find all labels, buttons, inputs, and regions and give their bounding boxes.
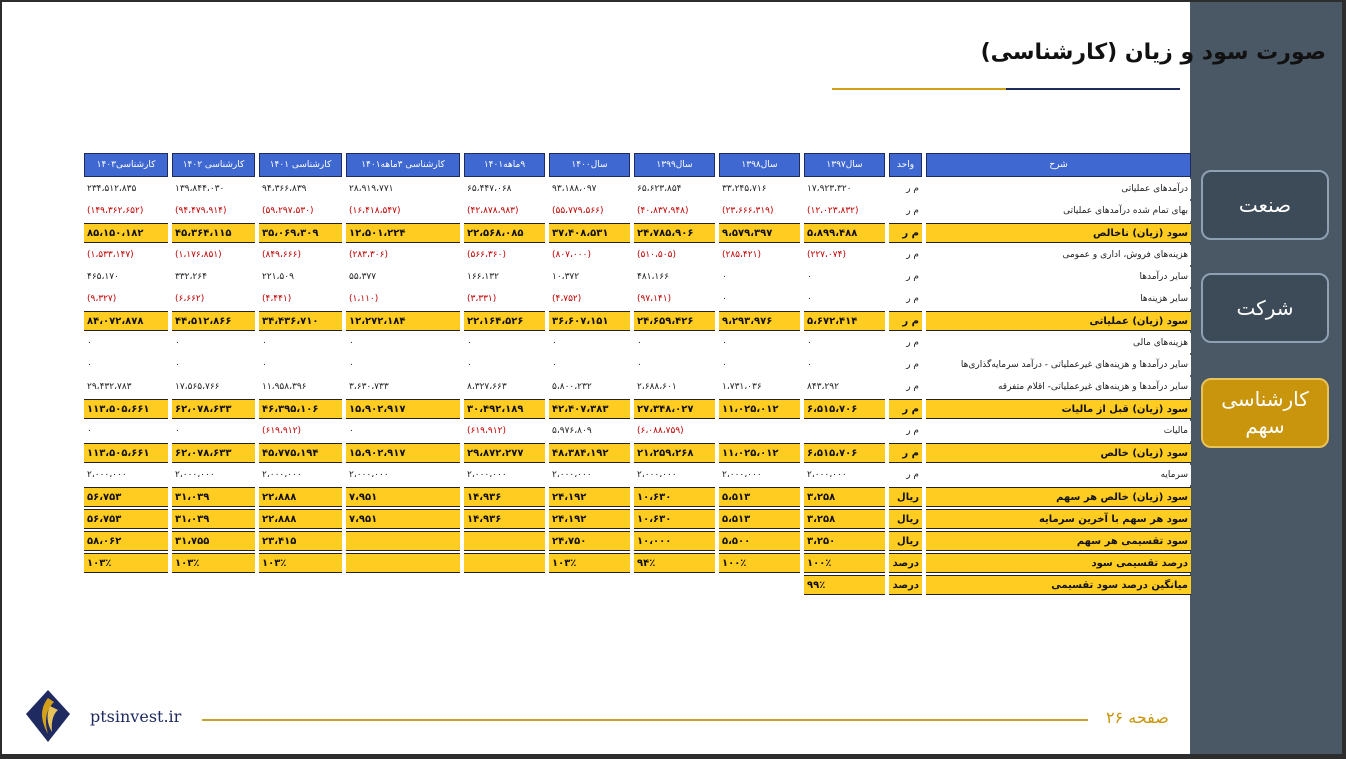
row-description: سود (زیان) ناخالص <box>926 223 1191 243</box>
table-cell: ۰ <box>719 355 800 375</box>
table-cell: ۲۲،۵۶۸،۰۸۵ <box>464 223 545 243</box>
table-cell <box>346 531 460 551</box>
table-cell: (۲۸۵،۴۲۱) <box>719 245 800 265</box>
table-cell: ۰ <box>549 355 630 375</box>
table-cell: (۶۱۹،۹۱۲) <box>259 421 342 441</box>
table-cell: ۲۲،۸۸۸ <box>259 509 342 529</box>
blank-cell <box>719 575 800 595</box>
table-cell: ۲۸،۹۱۹،۷۷۱ <box>346 179 460 199</box>
table-cell: (۹،۳۲۷) <box>84 289 168 309</box>
row-description: سود هر سهم با آخرین سرمایه <box>926 509 1191 529</box>
table-cell: (۴،۷۵۲) <box>549 289 630 309</box>
table-cell: (۱۶،۴۱۸،۵۴۷) <box>346 201 460 221</box>
table-cell: ۴۴،۵۱۲،۸۶۶ <box>172 311 255 331</box>
table-cell: ۱۵،۹۰۲،۹۱۷ <box>346 443 460 463</box>
table-row <box>84 201 1191 221</box>
footer-website[interactable]: ptsinvest.ir <box>90 707 182 726</box>
table-cell: ۱۲،۵۰۱،۲۲۴ <box>346 223 460 243</box>
table-cell: ۵،۸۹۹،۴۸۸ <box>804 223 885 243</box>
table-cell: (۸۴۹،۶۶۶) <box>259 245 342 265</box>
sidebar <box>1190 2 1342 754</box>
table-cell: (۵۵،۷۷۹،۵۶۶) <box>549 201 630 221</box>
footer-divider <box>202 719 1088 721</box>
column-header: کارشناسی۱۴۰۳ <box>84 153 168 177</box>
row-description: سود (زیان) خالص <box>926 443 1191 463</box>
table-cell: ۲۲،۸۸۸ <box>259 487 342 507</box>
table-cell: ۸،۳۲۷،۶۶۳ <box>464 377 545 397</box>
table-cell: ۹،۲۹۳،۹۷۶ <box>719 311 800 331</box>
row-unit: م ر <box>889 311 922 331</box>
column-header: کارشناسی ۱۴۰۱ <box>259 153 342 177</box>
table-row <box>84 465 1191 485</box>
table-cell: ۲۹،۸۷۲،۲۷۷ <box>464 443 545 463</box>
table-cell: ۰ <box>84 333 168 353</box>
blank-cell <box>346 575 460 595</box>
table-row <box>84 553 1191 573</box>
table-cell: ۲۱،۲۵۹،۲۶۸ <box>634 443 715 463</box>
row-unit: م ر <box>889 399 922 419</box>
table-cell: ۰ <box>634 355 715 375</box>
table-row <box>84 377 1191 397</box>
table-cell: ۲۴،۶۵۹،۴۲۶ <box>634 311 715 331</box>
row-description: سایر هزینه‌ها <box>926 289 1191 309</box>
table-cell: ۰ <box>634 333 715 353</box>
table-cell: ۲۲۱،۵۰۹ <box>259 267 342 287</box>
table-cell: ۶،۵۱۵،۷۰۶ <box>804 443 885 463</box>
table-cell: (۵۹،۲۹۷،۵۳۰) <box>259 201 342 221</box>
table-cell: ۰ <box>804 333 885 353</box>
table-cell: ۳،۲۵۰ <box>804 531 885 551</box>
table-cell: ۱۰۰٪ <box>804 553 885 573</box>
table-cell: ۶،۵۱۵،۷۰۶ <box>804 399 885 419</box>
column-header: سال۱۳۹۷ <box>804 153 885 177</box>
table-cell: ۳۰،۴۹۲،۱۸۹ <box>464 399 545 419</box>
blank-cell <box>464 575 545 595</box>
table-cell: ۲۹،۴۳۲،۷۸۳ <box>84 377 168 397</box>
table-cell: ۵۸،۰۶۲ <box>84 531 168 551</box>
table-cell: ۱۰۳٪ <box>172 553 255 573</box>
row-unit: م ر <box>889 333 922 353</box>
table-cell: ۰ <box>346 421 460 441</box>
table-cell: ۱۰،۳۷۲ <box>549 267 630 287</box>
table-cell: ۰ <box>464 355 545 375</box>
row-unit: م ر <box>889 443 922 463</box>
table-cell: ۰ <box>346 333 460 353</box>
table-row <box>84 223 1191 243</box>
table-cell: ۲،۰۰۰،۰۰۰ <box>549 465 630 485</box>
table-cell: (۱،۵۳۳،۱۴۷) <box>84 245 168 265</box>
table-cell: ۵،۵۱۳ <box>719 487 800 507</box>
table-cell: ۳۱،۰۳۹ <box>172 487 255 507</box>
table-cell: ۰ <box>172 421 255 441</box>
table-cell: ۱۰۰٪ <box>719 553 800 573</box>
table-cell: ۰ <box>84 421 168 441</box>
row-unit: ریال <box>889 509 922 529</box>
table-cell: ۸۴۳،۲۹۲ <box>804 377 885 397</box>
row-unit: م ر <box>889 267 922 287</box>
table-cell: ۲،۰۰۰،۰۰۰ <box>346 465 460 485</box>
row-description: سایر درآمدها و هزینه‌های غیرعملیاتی - درآمد سرمایه‌گذاری‌ها <box>926 355 1191 375</box>
table-cell: ۰ <box>172 333 255 353</box>
table-cell: ۲۲،۱۶۴،۵۲۶ <box>464 311 545 331</box>
row-description: سرمایه <box>926 465 1191 485</box>
table-cell: ۰ <box>346 355 460 375</box>
table-row <box>84 487 1191 507</box>
table-cell: ۳۶،۶۰۷،۱۵۱ <box>549 311 630 331</box>
table-cell: ۸۴،۰۷۲،۸۷۸ <box>84 311 168 331</box>
table-cell: ۴۲،۴۰۷،۳۸۳ <box>549 399 630 419</box>
table-cell <box>464 553 545 573</box>
row-description: مالیات <box>926 421 1191 441</box>
table-row <box>84 333 1191 353</box>
table-row <box>84 245 1191 265</box>
table-cell: ۳،۲۵۸ <box>804 509 885 529</box>
table-cell: ۰ <box>259 333 342 353</box>
table-cell: (۹۴،۴۷۹،۹۱۴) <box>172 201 255 221</box>
table-cell: ۱۰،۰۰۰ <box>634 531 715 551</box>
table-cell: ۱،۷۳۱،۰۳۶ <box>719 377 800 397</box>
title-underline <box>832 88 1180 90</box>
table-cell: ۱۵،۹۰۲،۹۱۷ <box>346 399 460 419</box>
table-cell: ۲۳،۴۱۵ <box>259 531 342 551</box>
row-unit: م ر <box>889 377 922 397</box>
nav-company-button[interactable]: شرکت <box>1201 273 1329 343</box>
table-cell: ۵۶،۷۵۳ <box>84 487 168 507</box>
table-cell: ۳۷،۴۰۸،۵۳۱ <box>549 223 630 243</box>
table-cell: ۳۱،۰۳۹ <box>172 509 255 529</box>
table-cell: (۱،۱۱۰) <box>346 289 460 309</box>
column-header: شرح <box>926 153 1191 177</box>
nav-industry-button[interactable]: صنعت <box>1201 170 1329 240</box>
column-header: کارشناسی ۱۴۰۲ <box>172 153 255 177</box>
table-cell: ۵،۹۷۶،۸۰۹ <box>549 421 630 441</box>
column-header: سال۱۳۹۸ <box>719 153 800 177</box>
table-cell: ۲۳۴،۵۱۲،۸۳۵ <box>84 179 168 199</box>
table-header-row <box>84 153 1191 177</box>
table-cell: ۲،۶۸۸،۶۰۱ <box>634 377 715 397</box>
table-cell: ۶۲،۰۷۸،۶۳۳ <box>172 399 255 419</box>
column-header: ۹ماهه۱۴۰۱ <box>464 153 545 177</box>
column-header: کارشناسی ۳ماهه۱۴۰۱ <box>346 153 460 177</box>
table-cell: (۱۴۹،۳۶۲،۶۵۲) <box>84 201 168 221</box>
table-cell: ۰ <box>804 355 885 375</box>
row-description: هزینه‌های فروش، اداری و عمومی <box>926 245 1191 265</box>
blank-cell <box>172 575 255 595</box>
row-unit: م ر <box>889 179 922 199</box>
table-cell: ۲،۰۰۰،۰۰۰ <box>804 465 885 485</box>
table-cell: ۶۵،۶۲۳،۸۵۴ <box>634 179 715 199</box>
row-unit: درصد <box>889 575 922 595</box>
table-cell: (۳،۳۳۱) <box>464 289 545 309</box>
table-cell: (۴۲،۸۷۸،۹۸۳) <box>464 201 545 221</box>
table-row <box>84 443 1191 463</box>
table-cell: (۴،۴۴۱) <box>259 289 342 309</box>
column-header: سال۱۴۰۰ <box>549 153 630 177</box>
table-cell: ۱۴،۹۳۶ <box>464 509 545 529</box>
table-cell: ۱۴،۹۳۶ <box>464 487 545 507</box>
table-cell: ۳۳۲،۲۶۴ <box>172 267 255 287</box>
row-unit: م ر <box>889 355 922 375</box>
blank-cell <box>259 575 342 595</box>
table-cell: ۰ <box>804 289 885 309</box>
table-cell: ۲،۰۰۰،۰۰۰ <box>259 465 342 485</box>
row-unit: م ر <box>889 201 922 221</box>
table-cell: ۳۴،۴۳۶،۷۱۰ <box>259 311 342 331</box>
column-header: واحد <box>889 153 922 177</box>
table-cell: (۴۰،۸۳۷،۹۴۸) <box>634 201 715 221</box>
table-cell <box>719 421 800 441</box>
table-cell: ۲،۰۰۰،۰۰۰ <box>719 465 800 485</box>
table-row <box>84 531 1191 551</box>
table-cell: (۸۰۷،۰۰۰) <box>549 245 630 265</box>
table-cell: ۶۲،۰۷۸،۶۳۳ <box>172 443 255 463</box>
table-row <box>84 179 1191 199</box>
table-cell: ۴۶،۳۹۵،۱۰۶ <box>259 399 342 419</box>
table-cell: ۶۵،۴۴۷،۰۶۸ <box>464 179 545 199</box>
table-cell: ۱۱،۰۲۵،۰۱۲ <box>719 443 800 463</box>
column-header: سال۱۳۹۹ <box>634 153 715 177</box>
table-cell: (۲۸۳،۳۰۶) <box>346 245 460 265</box>
table-cell: (۱،۱۷۶،۸۵۱) <box>172 245 255 265</box>
table-cell: ۴۵،۷۷۵،۱۹۴ <box>259 443 342 463</box>
table-row <box>84 311 1191 331</box>
table-cell: ۱۰۳٪ <box>259 553 342 573</box>
table-cell: ۲۴،۷۵۰ <box>549 531 630 551</box>
table-cell: ۰ <box>719 333 800 353</box>
row-unit: م ر <box>889 223 922 243</box>
table-cell: ۳۵،۰۶۹،۳۰۹ <box>259 223 342 243</box>
row-description: سود (زیان) خالص هر سهم <box>926 487 1191 507</box>
table-row <box>84 509 1191 529</box>
table-cell: ۵،۸۰۰،۲۳۲ <box>549 377 630 397</box>
pts-logo-icon <box>20 688 76 744</box>
row-description: سایر درآمدها <box>926 267 1191 287</box>
table-cell: ۰ <box>172 355 255 375</box>
table-cell: ۹۴،۳۶۶،۸۳۹ <box>259 179 342 199</box>
table-cell: ۲۴،۱۹۲ <box>549 509 630 529</box>
table-cell: ۲،۰۰۰،۰۰۰ <box>634 465 715 485</box>
table-cell: ۲،۰۰۰،۰۰۰ <box>464 465 545 485</box>
row-unit: م ر <box>889 289 922 309</box>
table-cell: ۰ <box>84 355 168 375</box>
row-description: سود (زیان) قبل از مالیات <box>926 399 1191 419</box>
row-description: بهای تمام شده درآمدهای عملیاتی <box>926 201 1191 221</box>
table-cell: (۶۱۹،۹۱۲) <box>464 421 545 441</box>
table-cell: ۱۰۳٪ <box>84 553 168 573</box>
table-cell: ۵۵،۳۷۷ <box>346 267 460 287</box>
row-unit: م ر <box>889 245 922 265</box>
page-number: صفحه ۲۶ <box>1106 708 1169 727</box>
row-description: میانگین درصد سود تقسیمی <box>926 575 1191 595</box>
table-cell: (۱۲،۰۲۳،۸۳۲) <box>804 201 885 221</box>
table-cell: ۲۴،۷۸۵،۹۰۶ <box>634 223 715 243</box>
table-cell: ۱۳۹،۸۴۴،۰۳۰ <box>172 179 255 199</box>
table-cell: ۰ <box>549 333 630 353</box>
table-cell: ۲۷،۳۴۸،۰۲۷ <box>634 399 715 419</box>
table-cell: ۰ <box>804 267 885 287</box>
row-description: درآمدهای عملیاتی <box>926 179 1191 199</box>
nav-share-valuation-button[interactable]: کارشناسی سهم <box>1201 378 1329 448</box>
table-cell: ۹۳،۱۸۸،۰۹۷ <box>549 179 630 199</box>
row-unit: م ر <box>889 421 922 441</box>
table-cell <box>464 531 545 551</box>
table-cell: ۱۷،۵۶۵،۷۶۶ <box>172 377 255 397</box>
table-row <box>84 289 1191 309</box>
table-cell: ۱۰،۶۳۰ <box>634 487 715 507</box>
income-statement-table <box>80 151 1195 597</box>
table-cell: ۱۰۳٪ <box>549 553 630 573</box>
table-cell: ۹،۵۷۹،۳۹۷ <box>719 223 800 243</box>
table-cell: ۱۲،۲۷۲،۱۸۴ <box>346 311 460 331</box>
table-cell: (۲۲۷،۰۷۴) <box>804 245 885 265</box>
table-cell <box>804 421 885 441</box>
table-cell: ۵،۵۰۰ <box>719 531 800 551</box>
table-cell: (۲۳،۶۶۶،۳۱۹) <box>719 201 800 221</box>
table-cell: ۱۷،۹۲۳،۳۲۰ <box>804 179 885 199</box>
blank-cell <box>634 575 715 595</box>
table-cell: ۴۶۵،۱۷۰ <box>84 267 168 287</box>
table-row <box>84 575 1191 595</box>
table-row <box>84 421 1191 441</box>
table-cell: (۶،۰۸۸،۷۵۹) <box>634 421 715 441</box>
row-unit: ریال <box>889 487 922 507</box>
table-cell: ۰ <box>259 355 342 375</box>
table-cell: ۳،۶۳۰،۷۳۳ <box>346 377 460 397</box>
row-unit: درصد <box>889 553 922 573</box>
table-cell: ۲۴،۱۹۲ <box>549 487 630 507</box>
table-row <box>84 399 1191 419</box>
table-cell: ۲،۰۰۰،۰۰۰ <box>84 465 168 485</box>
blank-cell <box>549 575 630 595</box>
blank-cell <box>84 575 168 595</box>
row-description: سود تقسیمی هر سهم <box>926 531 1191 551</box>
table-cell: ۱۱۳،۵۰۵،۶۶۱ <box>84 399 168 419</box>
table-row <box>84 355 1191 375</box>
table-cell <box>346 553 460 573</box>
table-cell: ۰ <box>719 267 800 287</box>
row-unit: م ر <box>889 465 922 485</box>
table-cell: ۴۵،۳۶۴،۱۱۵ <box>172 223 255 243</box>
table-row <box>84 267 1191 287</box>
row-description: سایر درآمدها و هزینه‌های غیرعملیاتی- اقلام متفرقه <box>926 377 1191 397</box>
table-cell: ۱۱،۰۲۵،۰۱۲ <box>719 399 800 419</box>
table-cell: ۹۴٪ <box>634 553 715 573</box>
table-cell: ۳،۲۵۸ <box>804 487 885 507</box>
table-cell: (۹۷،۱۴۱) <box>634 289 715 309</box>
table-cell: ۵،۶۷۲،۴۱۴ <box>804 311 885 331</box>
table-cell: ۹۹٪ <box>804 575 885 595</box>
table-cell: ۸۵،۱۵۰،۱۸۲ <box>84 223 168 243</box>
table-cell: ۱۰،۶۳۰ <box>634 509 715 529</box>
table-cell: ۴۸،۳۸۴،۱۹۲ <box>549 443 630 463</box>
table-cell: ۳۳،۲۴۵،۷۱۶ <box>719 179 800 199</box>
table-cell: (۵۶۶،۳۶۰) <box>464 245 545 265</box>
table-cell: ۷،۹۵۱ <box>346 509 460 529</box>
table-cell: ۵۶،۷۵۳ <box>84 509 168 529</box>
table-cell: ۴۸۱،۱۶۶ <box>634 267 715 287</box>
table-cell: (۵۱۰،۵۰۵) <box>634 245 715 265</box>
row-unit: ریال <box>889 531 922 551</box>
table-cell: ۱۶۶،۱۳۲ <box>464 267 545 287</box>
page-title: صورت سود و زیان (کارشناسی) <box>980 40 1326 65</box>
row-description: سود (زیان) عملیاتی <box>926 311 1191 331</box>
table-cell: (۶،۶۶۲) <box>172 289 255 309</box>
row-description: هزینه‌های مالی <box>926 333 1191 353</box>
table-cell: ۰ <box>464 333 545 353</box>
row-description: درصد تقسیمی سود <box>926 553 1191 573</box>
table-cell: ۵،۵۱۳ <box>719 509 800 529</box>
table-cell: ۱۱۳،۵۰۵،۶۶۱ <box>84 443 168 463</box>
table-cell: ۷،۹۵۱ <box>346 487 460 507</box>
table-cell: ۰ <box>719 289 800 309</box>
table-cell: ۳۱،۷۵۵ <box>172 531 255 551</box>
table-cell: ۲،۰۰۰،۰۰۰ <box>172 465 255 485</box>
table-cell: ۱۱،۹۵۸،۳۹۶ <box>259 377 342 397</box>
